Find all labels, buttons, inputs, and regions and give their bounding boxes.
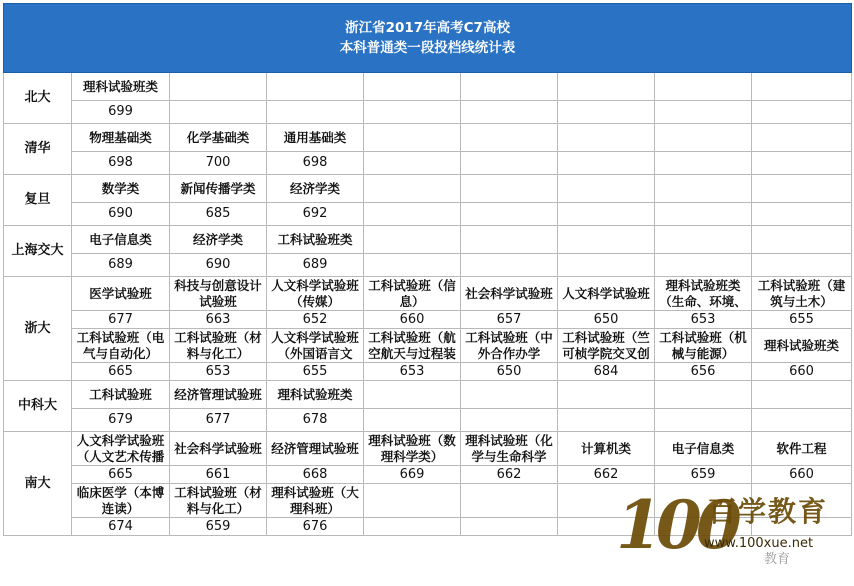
empty-cell [558,124,655,152]
score-cell: 656 [655,363,752,381]
major-cell: 理科试验班（化学与生命科学 [461,432,558,466]
empty-cell [752,254,852,277]
score-cell: 650 [461,363,558,381]
score-row [4,409,852,432]
empty-cell [752,73,852,101]
empty-cell [364,101,461,124]
empty-cell [461,484,558,518]
major-cell: 经济学类 [170,226,267,254]
major-cell: 工科试验班（机械与能源） [655,329,752,363]
score-cell: 665 [72,363,170,381]
empty-cell [461,203,558,226]
major-row [4,381,852,409]
empty-cell [364,73,461,101]
score-cell: 699 [72,101,170,124]
school-name: 南大 [4,432,72,536]
title-line-1: 浙江省2017年高考C7高校 [345,20,510,36]
empty-cell [558,203,655,226]
score-cell: 669 [364,466,461,484]
major-cell: 数学类 [72,175,170,203]
major-cell: 物理基础类 [72,124,170,152]
empty-cell [170,101,267,124]
score-cell: 660 [752,363,852,381]
major-cell: 工科试验班（航空航天与过程装 [364,329,461,363]
score-cell: 677 [72,311,170,329]
major-cell: 科技与创意设计试验班 [170,277,267,311]
major-cell: 计算机类 [558,432,655,466]
empty-cell [364,226,461,254]
empty-cell [558,409,655,432]
score-cell: 660 [364,311,461,329]
major-cell: 工科试验班（竺可桢学院交叉创 [558,329,655,363]
score-table [3,3,852,536]
watermark-number: 100 [616,486,736,564]
table-title [4,4,852,73]
empty-cell [267,73,364,101]
empty-cell [655,484,752,518]
score-cell: 676 [267,518,364,536]
major-cell: 临床医学（本博连读） [72,484,170,518]
empty-cell [364,203,461,226]
empty-cell [655,381,752,409]
score-row [4,466,852,484]
major-cell: 工科试验班（电气与自动化） [72,329,170,363]
score-cell: 700 [170,152,267,175]
score-cell: 660 [752,466,852,484]
major-cell: 经济管理试验班 [170,381,267,409]
major-cell: 理科试验班类 [72,73,170,101]
major-cell: 医学试验班 [72,277,170,311]
empty-cell [655,152,752,175]
major-cell: 电子信息类 [72,226,170,254]
major-cell: 工科试验班（信息） [364,277,461,311]
empty-cell [558,518,655,536]
empty-cell [752,175,852,203]
major-cell: 通用基础类 [267,124,364,152]
empty-cell [461,152,558,175]
major-row [4,175,852,203]
empty-cell [752,381,852,409]
major-row [4,432,852,466]
major-cell: 电子信息类 [655,432,752,466]
watermark-url: www.100xue.net [704,536,814,551]
major-cell: 人文科学试验班 [558,277,655,311]
empty-cell [752,152,852,175]
empty-cell [461,175,558,203]
score-cell: 679 [72,409,170,432]
empty-cell [655,409,752,432]
empty-cell [170,73,267,101]
score-cell: 663 [170,311,267,329]
empty-cell [558,73,655,101]
empty-cell [655,226,752,254]
empty-cell [752,409,852,432]
empty-cell [461,381,558,409]
major-cell: 人文科学试验班（人文艺术传播 [72,432,170,466]
empty-cell [752,226,852,254]
score-cell: 661 [170,466,267,484]
score-cell: 674 [72,518,170,536]
empty-cell [752,101,852,124]
empty-cell [461,518,558,536]
major-cell: 工科试验班（建筑与土木） [752,277,852,311]
empty-cell [364,409,461,432]
major-cell: 软件工程 [752,432,852,466]
empty-cell [364,484,461,518]
school-name: 清华 [4,124,72,175]
major-cell: 新闻传播学类 [170,175,267,203]
major-row [4,277,852,311]
empty-cell [364,254,461,277]
major-cell: 工科试验班（材料与化工） [170,329,267,363]
score-cell: 665 [72,466,170,484]
title-line-2: 本科普通类一段投档线统计表 [339,40,516,56]
major-row [4,484,852,518]
score-cell: 653 [364,363,461,381]
major-cell: 工科试验班（中外合作办学 [461,329,558,363]
score-cell: 684 [558,363,655,381]
empty-cell [752,203,852,226]
empty-cell [655,124,752,152]
major-cell: 工科试验班类 [267,226,364,254]
major-cell: 经济管理试验班 [267,432,364,466]
major-cell: 化学基础类 [170,124,267,152]
score-cell: 690 [72,203,170,226]
school-name: 浙大 [4,277,72,381]
empty-cell [655,175,752,203]
major-cell: 理科试验班（数理科学类） [364,432,461,466]
major-row [4,329,852,363]
empty-cell [461,124,558,152]
score-row [4,152,852,175]
score-row [4,518,852,536]
score-cell: 662 [461,466,558,484]
empty-cell [558,484,655,518]
score-cell: 657 [461,311,558,329]
score-cell: 659 [655,466,752,484]
major-cell: 理科试验班类 [752,329,852,363]
watermark-brand: 百学教育 [708,495,829,528]
score-row [4,311,852,329]
empty-cell [461,101,558,124]
score-cell: 668 [267,466,364,484]
score-cell: 655 [267,363,364,381]
major-row [4,226,852,254]
score-cell: 698 [72,152,170,175]
empty-cell [558,381,655,409]
empty-cell [655,73,752,101]
empty-cell [364,518,461,536]
score-cell: 698 [267,152,364,175]
score-row [4,203,852,226]
empty-cell [558,175,655,203]
empty-cell [752,124,852,152]
school-name: 中科大 [4,381,72,432]
score-cell: 652 [267,311,364,329]
empty-cell [364,124,461,152]
major-cell: 工科试验班（材料与化工） [170,484,267,518]
score-table-container [3,3,851,583]
major-cell: 理科试验班（大理科班） [267,484,364,518]
score-cell: 685 [170,203,267,226]
major-cell: 工科试验班 [72,381,170,409]
score-cell: 689 [72,254,170,277]
empty-cell [752,484,852,518]
school-name: 复旦 [4,175,72,226]
empty-cell [558,101,655,124]
empty-cell [267,101,364,124]
major-cell: 人文科学试验班（外国语言文 [267,329,364,363]
score-cell: 653 [655,311,752,329]
empty-cell [558,226,655,254]
score-cell: 650 [558,311,655,329]
major-cell: 经济学类 [267,175,364,203]
school-name: 上海交大 [4,226,72,277]
score-cell: 689 [267,254,364,277]
major-cell: 理科试验班类 [267,381,364,409]
watermark-sub: 教育 [764,552,791,567]
empty-cell [752,518,852,536]
score-cell: 662 [558,466,655,484]
score-cell: 655 [752,311,852,329]
empty-cell [558,254,655,277]
score-cell: 678 [267,409,364,432]
major-cell: 理科试验班类（生命、环境、 [655,277,752,311]
score-row [4,101,852,124]
empty-cell [655,254,752,277]
empty-cell [364,381,461,409]
score-cell: 653 [170,363,267,381]
major-cell: 社会科学试验班 [170,432,267,466]
score-cell: 659 [170,518,267,536]
empty-cell [461,73,558,101]
empty-cell [655,101,752,124]
major-cell: 人文科学试验班（传媒） [267,277,364,311]
empty-cell [364,175,461,203]
empty-cell [655,203,752,226]
empty-cell [461,226,558,254]
major-row [4,73,852,101]
major-row [4,124,852,152]
major-cell: 社会科学试验班 [461,277,558,311]
empty-cell [558,152,655,175]
empty-cell [364,152,461,175]
score-cell: 692 [267,203,364,226]
score-cell: 690 [170,254,267,277]
score-cell: 677 [170,409,267,432]
score-row [4,363,852,381]
school-name: 北大 [4,73,72,124]
score-row [4,254,852,277]
empty-cell [461,409,558,432]
empty-cell [655,518,752,536]
empty-cell [461,254,558,277]
